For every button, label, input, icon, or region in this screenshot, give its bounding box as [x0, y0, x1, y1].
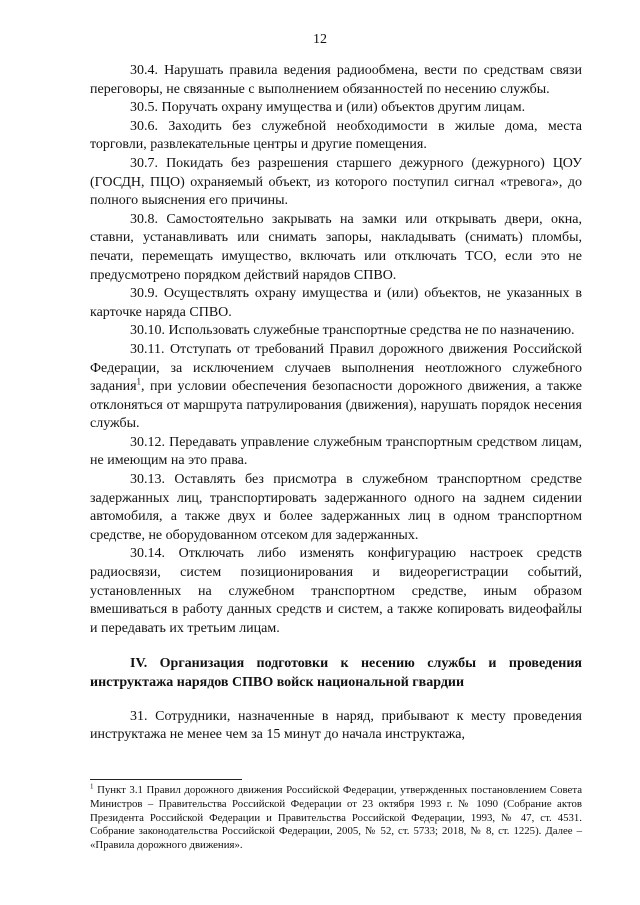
paragraph-30-5: 30.5. Поручать охрану имущества и (или) объектов другим лицам.	[130, 100, 526, 116]
paragraph-30-12: 30.12. Передавать управление служебным транспортным средством лицам, не имеющим на это права.	[90, 434, 582, 469]
paragraph-30-6: 30.6. Заходить без служебной необходимости в жилые дома, места торговли, развлекательные центры и другие помещения.	[90, 118, 582, 153]
paragraph-31: 31. Сотрудники, назначенные в наряд, прибывают к месту проведения инструктажа не менее чем за 15 минут до начала инструктажа,	[90, 708, 582, 743]
footnote-text: Пункт 3.1 Правил дорожного движения Российской Федерации, утвержденных постановлением Совета Министров – Правительства Российской Федерации от 23 октября 1993 г. № 1090 (Собрание актов Президента Российской Федерации и Правительства Российской Федерации, 1993, № 47, ст. 4531. Собрание законодательства Российской Федерации, 2005, № 52, ст. 5733; 2018, № 8, ст. 1225). Далее – «Правила дорожного движения».	[90, 784, 582, 852]
document-body	[90, 62, 582, 745]
footnote-reference[interactable]: 1	[136, 376, 142, 387]
paragraph-30-4: 30.4. Нарушать правила ведения радиообмена, вести по средствам связи переговоры, не связанные с выполнением обязанностей по несению службы.	[90, 63, 582, 97]
section-heading: IV. Организация подготовки к несению службы и проведения инструктажа нарядов СПВО войск национальной гвардии	[90, 656, 582, 690]
page-number: 12	[313, 32, 327, 47]
paragraph-30-11	[90, 341, 582, 434]
footnote-mark: 1	[90, 782, 94, 791]
paragraph-30-7: 30.7. Покидать без разрешения старшего дежурного (дежурного) ЦОУ (ГОСДН, ПЦО) охраняемый объект, из которого поступил сигнал «тревога», до полного выяснения его причины.	[90, 155, 582, 209]
paragraph-30-14: 30.14. Отключать либо изменять конфигурацию настроек средств радиосвязи, систем позиционирования и видеорегистрации событий, установленных на служебном транспортном средстве, иным образом вмешиваться в работу данных средств и систем, а также копировать видеофайлы и передавать их третьим лицам.	[90, 546, 582, 636]
paragraph-30-11-text-after: , при условии обеспечения безопасности дорожного движения, а также отклоняться от маршрута патрулирования (движения), нарушать порядок несения службы.	[90, 379, 582, 432]
paragraph-30-10: 30.10. Использовать служебные транспортные средства не по назначению.	[130, 323, 575, 339]
paragraph-30-13: 30.13. Оставлять без присмотра в служебном транспортном средстве задержанных лиц, транспортировать задержанного одного на заднем сидении автомобиля, а также двух и более задержанных лиц в одном транспортном средстве, не оборудованном отсеком для задержанных.	[90, 472, 582, 543]
footnote-divider	[90, 779, 242, 780]
paragraph-30-8: 30.8. Самостоятельно закрывать на замки или открывать двери, окна, ставни, устанавливать или снимать запоры, накладывать (снимать) пломбы, печати, перемещать имущество, включать или отключать ТСО, если это не предусмотрено порядком действий нарядов СПВО.	[90, 211, 582, 283]
footnote	[90, 784, 582, 853]
paragraph-30-9: 30.9. Осуществлять охрану имущества и (или) объектов, не указанных в карточке наряда СПВО.	[90, 286, 582, 320]
paragraph-30-11-text-before: 30.11. Отступать от требований Правил дорожного движения Российской Федерации, за исключением случаев выполнения неотложного служебного задания	[90, 341, 582, 395]
